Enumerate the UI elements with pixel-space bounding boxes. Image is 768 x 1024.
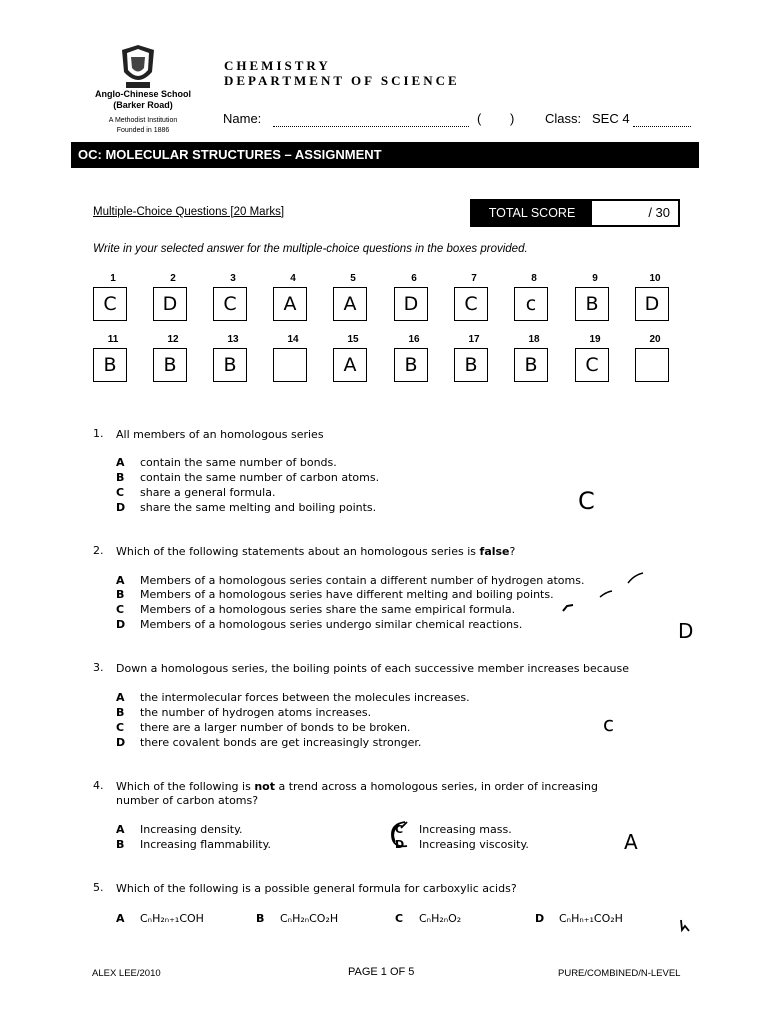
answer-number: 9 [592, 273, 598, 284]
pen-mark [678, 918, 692, 934]
answer-box[interactable]: B [153, 348, 187, 382]
handwritten-answer: c [603, 712, 614, 736]
answer-number: 8 [531, 273, 537, 284]
school-subtitle: A Methodist Institution Founded in 1886 [108, 117, 178, 134]
answer-box[interactable] [273, 348, 307, 382]
answer-box[interactable]: A [333, 287, 367, 321]
answer-number: 13 [227, 334, 239, 345]
answer-number: 19 [589, 334, 601, 345]
option: C Members of a homologous series share the same empirical formula. [116, 603, 516, 616]
option: B Members of a homologous series have different melting and boiling points. [116, 588, 554, 601]
option: A CₙH₂ₙ₊₁COH [116, 912, 204, 925]
register-open-paren: ( [477, 111, 482, 126]
option: D CₙHₙ₊₁CO₂H [535, 912, 623, 925]
option: D Increasing viscosity. [395, 838, 529, 851]
answer-box[interactable] [635, 348, 669, 382]
answer-number: 14 [287, 334, 299, 345]
footer-author: ALEX LEE/2010 [92, 968, 161, 979]
answer-box[interactable]: D [635, 287, 669, 321]
tick-mark-icon [626, 571, 646, 585]
answer-number: 1 [110, 273, 116, 284]
option: D Members of a homologous series undergo similar chemical reactions. [116, 618, 523, 631]
option: C Increasing mass. [395, 823, 512, 836]
answer-box[interactable]: D [394, 287, 428, 321]
option: D share the same melting and boiling points. [116, 501, 377, 514]
answer-number: 3 [230, 273, 236, 284]
answer-number: 17 [468, 334, 480, 345]
option: B Increasing flammability. [116, 838, 272, 851]
school-crest-logo [118, 44, 158, 90]
mcq-instruction: Write in your selected answer for the multiple-choice questions in the boxes provided. [93, 243, 528, 255]
class-field[interactable] [633, 114, 691, 127]
scribble-mark [387, 818, 413, 852]
mcq-heading: Multiple-Choice Questions [20 Marks] [93, 206, 285, 218]
answer-number: 11 [107, 334, 119, 345]
department-heading: CHEMISTRY DEPARTMENT OF SCIENCE [224, 58, 460, 88]
question-text: Which of the following statements about an homologous series is false? [116, 545, 516, 558]
name-field[interactable] [273, 114, 469, 127]
question-text: Which of the following is not a trend across a homologous series, in order of increasing [116, 780, 598, 793]
total-score-box [470, 199, 680, 227]
tick-mark-icon [598, 589, 614, 599]
answer-box[interactable]: B [454, 348, 488, 382]
class-label: Class: [545, 111, 582, 126]
answer-box[interactable]: A [333, 348, 367, 382]
option: C CₙH₂ₙO₂ [395, 912, 462, 925]
footer-page-number: PAGE 1 OF 5 [348, 966, 415, 978]
question-number: 5. [93, 881, 104, 894]
option: C there are a larger number of bonds to be broken. [116, 721, 411, 734]
answer-number: 4 [290, 273, 296, 284]
question-number: 2. [93, 544, 104, 557]
question-text: Which of the following is a possible general formula for carboxylic acids? [116, 882, 517, 895]
option: B the number of hydrogen atoms increases. [116, 706, 372, 719]
register-close-paren: ) [510, 111, 515, 126]
question-text-continued: number of carbon atoms? [116, 794, 259, 807]
option: B CₙH₂ₙCO₂H [256, 912, 339, 925]
assignment-title-bar: OC: MOLECULAR STRUCTURES – ASSIGNMENT [71, 142, 699, 168]
answer-box[interactable]: A [273, 287, 307, 321]
question-number: 3. [93, 661, 104, 674]
answer-number: 6 [411, 273, 417, 284]
option: A contain the same number of bonds. [116, 456, 337, 469]
question-text: All members of an homologous series [116, 428, 324, 441]
option: A the intermolecular forces between the molecules increases. [116, 691, 470, 704]
answer-box[interactable]: c [514, 287, 548, 321]
total-score-label: TOTAL SCORE [472, 201, 592, 225]
handwritten-answer: A [624, 830, 638, 854]
answer-box[interactable]: C [454, 287, 488, 321]
answer-number: 15 [347, 334, 359, 345]
question-text: Down a homologous series, the boiling points of each successive member increases because [116, 662, 630, 675]
handwritten-answer: D [678, 619, 694, 643]
answer-number: 2 [170, 273, 176, 284]
footer-level: PURE/COMBINED/N-LEVEL [558, 968, 681, 979]
answer-box[interactable]: D [153, 287, 187, 321]
tick-mark-icon [561, 603, 575, 613]
answer-number: 10 [649, 273, 661, 284]
name-label: Name: [223, 111, 262, 126]
option: C share a general formula. [116, 486, 276, 499]
handwritten-answer: C [578, 487, 595, 515]
answer-box[interactable]: B [514, 348, 548, 382]
answer-box[interactable]: C [213, 287, 247, 321]
answer-number: 20 [649, 334, 661, 345]
answer-box[interactable]: C [93, 287, 127, 321]
answer-number: 18 [528, 334, 540, 345]
answer-box[interactable]: B [93, 348, 127, 382]
option: A Members of a homologous series contain a different number of hydrogen atoms. [116, 574, 585, 587]
option: A Increasing density. [116, 823, 243, 836]
answer-box[interactable]: B [575, 287, 609, 321]
answer-box[interactable]: B [394, 348, 428, 382]
school-name: Anglo-Chinese School (Barker Road) [94, 89, 191, 110]
answer-number: 7 [471, 273, 477, 284]
answer-box[interactable]: B [213, 348, 247, 382]
option: D there covalent bonds are get increasingly stronger. [116, 736, 422, 749]
class-value: SEC 4 [592, 111, 630, 126]
answer-number: 16 [408, 334, 420, 345]
option: B contain the same number of carbon atoms. [116, 471, 380, 484]
answer-number: 5 [350, 273, 356, 284]
answer-number: 12 [167, 334, 179, 345]
answer-box[interactable]: C [575, 348, 609, 382]
question-number: 4. [93, 779, 104, 792]
question-number: 1. [93, 427, 104, 440]
total-score-value: / 30 [648, 205, 670, 220]
